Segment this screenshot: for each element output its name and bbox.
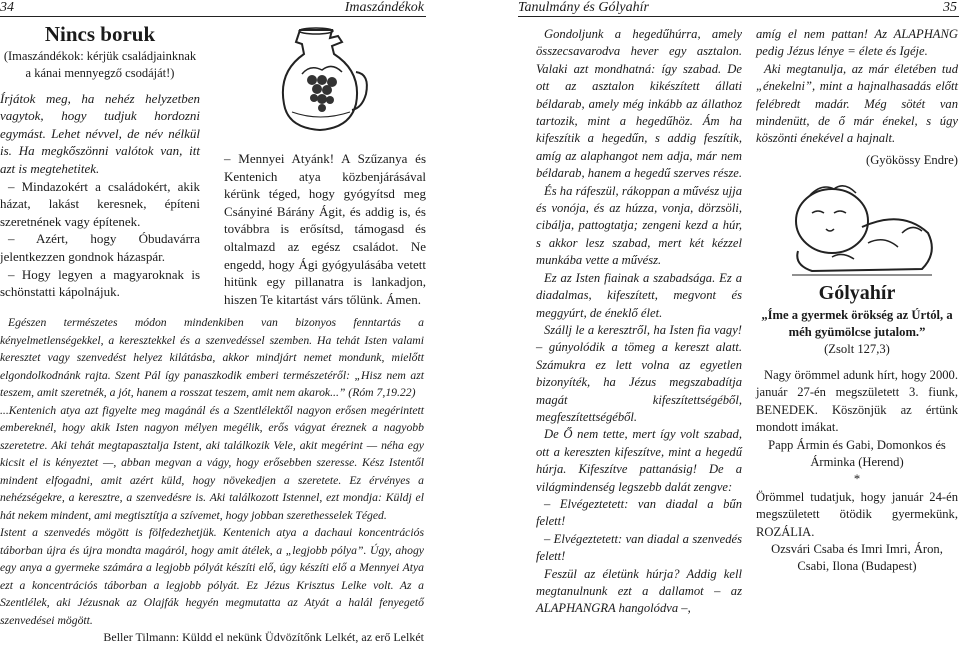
essay-paragraph-7: – Elvégeztetett: van diadal a szenvedés felett! xyxy=(536,531,742,564)
jug-illustration xyxy=(272,24,372,136)
essay-continuation: amíg el nem pattan! Az ALAPHANG pedig Jézus lénye = élete és Igéje. xyxy=(756,27,958,59)
running-head-right: Tanulmány és Gólyahír xyxy=(518,0,649,15)
violin-essay-col1 xyxy=(536,26,742,618)
right-page xyxy=(514,0,959,646)
source-citation: Beller Tilmann: Küldd el nekünk Üdvözítőnk Lelkét, az erő Lelkét xyxy=(103,630,424,644)
essay-author: (Gyökössy Endre) xyxy=(866,152,958,167)
birth-announcement-2: Örömmel tudatjuk, hogy január 24-én megszületett ötödik gyermekünk, ROZÁLIA. xyxy=(756,489,958,539)
reflection-paragraph-1: Egészen természetes módon mindenkiben van bizonyos fenntartás a kényelmetlenségekkel, a keresztekkel és a szenvedéssel szemben. Ha tehát Isten valami keresztet vagy szenvedést helyez kilátásba, akkor mindjárt nemet mondunk, mielőtt elgondolkodnánk rajta. Szent Pál így panaszkodik emberi természetéről: „Hisz nem azt teszem, amit szeretnék, a jót, hanem a rosszat teszem, amit nem akarok...” (Róm 7,19.22) xyxy=(0,316,424,399)
reflection-text xyxy=(0,314,424,647)
signature-1: Papp Ármin és Gabi, Domonkos és Árminka (Herend) xyxy=(768,437,946,469)
essay-paragraph-2: És ha ráfeszül, rákoppan a művész ujja és vonója, és az húzza, vonja, dörzsöli, cibálja, pattogtatja; zengeni kezd a húr, s akkor lesz szabad, mert két kézzel munkába vette a művész. xyxy=(536,183,742,268)
article-title: Nincs boruk xyxy=(44,22,156,46)
intention-1: – Mindazokért a családokért, akik házat, lakást keresnek, építeni szeretnének vagy építenek. xyxy=(0,178,200,229)
page-number-right: 35 xyxy=(943,0,957,15)
page-number-left: 34 xyxy=(0,0,14,15)
essay-paragraph-4: Szállj le a keresztről, ha Isten fia vagy! – gúnyolódik a tömeg a kereszt alatt. Számukra ez lett volna az egyetlen bizonyíték, ha Jézus megszabadítja magát kifeszítettségéből, megfeszítettségéből. xyxy=(536,322,742,424)
prayer-column xyxy=(0,22,200,301)
essay-paragraph-8: Feszül az életünk húrja? Addig kell megtanulnunk ezt a dallamot – az ALAPHANGRA hangolódva –, xyxy=(536,566,742,616)
essay-paragraph-1: Gondoljunk a hegedűhúrra, amely összecsavarodva hever egy asztalon. Valaki azt mondhatná: így szabad. De ott az asztalon kikészített állati béldarab, amely még inkább az állathoz tartozik, mint a hegedűhöz. Ám ha kifeszítik a hegedűn, s addig feszítik, amíg az alaphangot nem adja, már nem béldarab, hanem a hegedű szerves része. xyxy=(536,27,743,181)
header-rule-right xyxy=(518,16,959,17)
reflection-paragraph-2: ...Kentenich atya azt figyelte meg magánál és a Szentlélektől nagyon erősen megérintett embereknél, hogy akik Isten nagyon mélyen megélik, erős vágyat éreznek a nagyobb szeretetre. Aki tehát megtapasztalja Istent, aki találkozik Vele, akit megérint — néha egy kicsit el is kényeztet —, abban megvan a vágy, hogy erősebben szeresse. Kész Istentől mindent elfogadni, amit azért küld, hogy növekedjen a szeretete. Ez érvényes a nehézségekre, a keresztre, a szenvedésre is. Aki találkozott Istennel, ezt mondja: Küldj el hát nekem mindent, ami megtisztítja a szívemet, hogy jobban szerethesselek Téged. xyxy=(0,403,424,522)
left-page xyxy=(0,0,430,646)
intro-paragraph: Írjátok meg, ha nehéz helyzetben vagytok, hogy tudjuk hordozni egymást. Lehet névvel, de név nélkül is. Ha megkőszönni valótok van, itt azt is megtehetitek. xyxy=(0,90,200,176)
golyahir-title: Gólyahír xyxy=(818,282,896,305)
essay-paragraph-6: – Elvégeztetett: van diadal a bűn felett! xyxy=(536,496,742,529)
bible-quote: „Íme a gyermek örökség az Úrtól, a méh gyümölcse jutalom.” xyxy=(761,307,953,340)
article-subtitle: (Imaszándékok: kérjük családjainknak a kánai mennyegző csodáját!) xyxy=(3,48,197,80)
right-column xyxy=(756,26,958,576)
sleeping-baby-illustration xyxy=(772,173,942,285)
essay-paragraph-3: Ez az Isten fiainak a szabadsága. Ez a diadalmas, kifeszített, megvont és meggyúrt, de éneklő élet. xyxy=(536,270,742,320)
header-rule-left xyxy=(0,16,426,17)
separator-star: * xyxy=(853,472,861,487)
prayer-text: – Mennyei Atyánk! A Szűzanya és Kentenich atya közbenjárásával kérünk téged, hogy gyógyítsd meg Csányiné Bárány Ágit, és addig is, és továbbra is erősítsd, támogasd és oltalmazd az egész családot. Ne engedd, hogy Ági gyógyulásába vetett hitünk egy pillanatra is lankadjon, hiszen Te kitartást várs tőlünk. Ámen. xyxy=(224,151,426,307)
signature-2: Ozsvári Csaba és Imri Imri, Áron, Csabi, Ilona (Budapest) xyxy=(771,541,943,574)
reflection-paragraph-3: Istent a szenvedés mögött is fölfedezhetjük. Kentenich atya a dachaui koncentrációs táborban újra és újra mondta magáról, hogy amit átélek, a „legjobb pólya”. Úgy, ahogy egy anya a gyermeke számára a legjobb pólyát készíti elő, úgy készíti elő a Mennyei Atya ezt a koncentrációs táborban a legjobb pólyát. Ez Jézus Krisztus Lelke volt. Az a Szentlélek, aki Jézusnak az Olajfák hegyén megmutatta az Atyát a halál fenyegető szenvedései mögött. xyxy=(0,526,424,627)
bible-reference: (Zsolt 127,3) xyxy=(824,342,890,357)
intention-3: – Hogy legyen a magyaroknak is schönstatti kápolnájuk. xyxy=(0,266,200,300)
birth-announcement-1: Nagy örömmel adunk hírt, hogy 2000. január 27-én megszületett 3. fiunk, BENEDEK. Köszönjük az értünk mondott imákat. xyxy=(756,367,958,435)
essay-closing: Aki megtanulja, az már életében tud „énekelni”, mint a hajnalhasadás előtt felébredt madár. Még sötét van mindenütt, de ő már énekel, s úgy köszönti énekével a hajnalt. xyxy=(756,61,958,146)
essay-paragraph-5: De Ő nem tette, mert így volt szabad, ott a kereszten kifeszítve, mint a hegedű húrja. Kifeszítve pattanásig! De a világmindenség legszebb dalát zengve: xyxy=(536,427,742,494)
intention-2: – Azért, hogy Óbudavárra jelentkezzen gondnok házaspár. xyxy=(0,231,200,264)
running-head-left: Imaszándékok xyxy=(344,0,424,15)
